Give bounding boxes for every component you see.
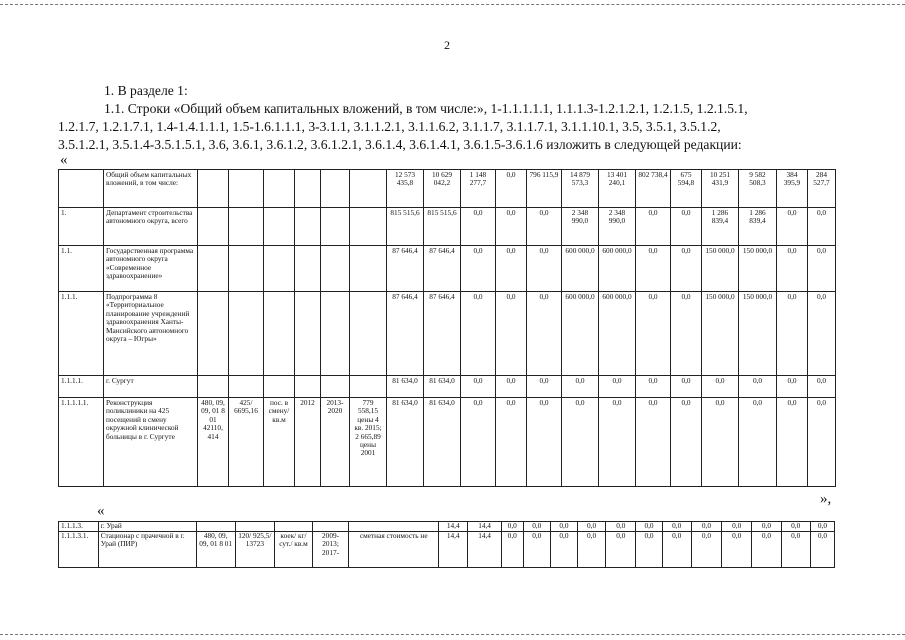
- table-cell: 815 515,6: [387, 208, 424, 246]
- table-cell: 600 000,0: [599, 292, 636, 376]
- table-cell: [264, 292, 295, 376]
- table-cell: пос. в смену/ кв.м: [264, 398, 295, 487]
- row-name-cell: Общий объем капитальных вложений, в том числе:: [104, 170, 198, 208]
- table-cell: 0,0: [562, 376, 599, 398]
- table-cell: 0,0: [781, 532, 810, 568]
- table-cell: 2 348 990,0: [599, 208, 636, 246]
- table-cell: 600 000,0: [562, 246, 599, 292]
- table-cell: 0,0: [636, 376, 671, 398]
- open-quote-1: «: [60, 152, 68, 168]
- table-cell: 0,0: [599, 398, 636, 487]
- row-name-cell: Подпрограмма 8 «Территориальное планирование учреждений здравоохранения Ханты-Мансийского автономного округа – Югры»: [104, 292, 198, 376]
- table-cell: 815 515,6: [424, 208, 461, 246]
- table-cell: 2013- 2020: [321, 398, 350, 487]
- table-cell: 2012: [295, 398, 321, 487]
- table-cell: 0,0: [636, 522, 662, 532]
- table-cell: 0,0: [496, 246, 527, 292]
- table-cell: 0,0: [808, 208, 836, 246]
- table-cell: 0,0: [461, 208, 496, 246]
- table-cell: 796 115,9: [527, 170, 562, 208]
- table-cell: [350, 376, 387, 398]
- table-cell: 0,0: [702, 398, 739, 487]
- table-cell: 9 582 508,3: [739, 170, 777, 208]
- table-cell: [350, 292, 387, 376]
- table-cell: 12 573 435,8: [387, 170, 424, 208]
- table-cell: 0,0: [550, 532, 577, 568]
- table-cell: 0,0: [496, 170, 527, 208]
- table-cell: 0,0: [461, 376, 496, 398]
- table-cell: [321, 208, 350, 246]
- table-row: [59, 170, 836, 208]
- table-cell: 0,0: [496, 398, 527, 487]
- row-name-cell: г. Сургут: [104, 376, 198, 398]
- table-cell: 0,0: [461, 246, 496, 292]
- table-cell: 0,0: [781, 522, 810, 532]
- table-cell: 81 634,0: [387, 376, 424, 398]
- page-number: 2: [444, 38, 450, 52]
- row-code-cell: 1.1.1.: [59, 292, 104, 376]
- table-cell: 0,0: [752, 522, 781, 532]
- table-row: [59, 522, 835, 532]
- table-cell: [295, 170, 321, 208]
- table-cell: [198, 170, 229, 208]
- table-cell: [350, 208, 387, 246]
- capital-investments-table: [58, 169, 836, 487]
- table-cell: [295, 376, 321, 398]
- table-cell: 0,0: [671, 208, 702, 246]
- table-cell: [264, 376, 295, 398]
- table-cell: [264, 208, 295, 246]
- table-cell: [229, 246, 264, 292]
- table-cell: [349, 522, 439, 532]
- table-cell: 150 000,0: [739, 292, 777, 376]
- table-cell: 0,0: [808, 246, 836, 292]
- row-code-cell: [59, 170, 104, 208]
- table-cell: 10 251 431,9: [702, 170, 739, 208]
- table-cell: 0,0: [671, 376, 702, 398]
- row-code-cell: 1.1.1.3.1.: [59, 532, 99, 568]
- table-cell: 0,0: [691, 532, 721, 568]
- table-cell: [198, 246, 229, 292]
- table-cell: 2 348 990,0: [562, 208, 599, 246]
- row-name-cell: г. Урай: [98, 522, 196, 532]
- table-cell: 384 395,9: [777, 170, 808, 208]
- table-cell: 120/ 925,5/ 13723: [235, 532, 275, 568]
- table-cell: 1 148 277,7: [461, 170, 496, 208]
- table-cell: 0,0: [722, 532, 752, 568]
- bottom-border-line: [0, 634, 905, 635]
- table-cell: 0,0: [501, 532, 523, 568]
- table-cell: 0,0: [691, 522, 721, 532]
- table-cell: 600 000,0: [599, 246, 636, 292]
- table-cell: [229, 292, 264, 376]
- table-cell: 0,0: [671, 246, 702, 292]
- table-cell: [229, 170, 264, 208]
- table-cell: 0,0: [662, 522, 691, 532]
- table-cell: 425/ 6695,16: [229, 398, 264, 487]
- intro-line-3: 1.2.1.7, 1.2.1.7.1, 1.4-1.4.1.1.1, 1.5-1.6.1.1.1, 3-3.1.1, 3.1.1.2.1, 3.1.1.6.2, 3.1.1.7, 3.1.1.7.1, 3.1.1.10.1, 3.5, 3.5.1, 3.5.1.2,: [58, 119, 721, 134]
- table-row: [59, 376, 836, 398]
- table-cell: 0,0: [550, 522, 577, 532]
- table-cell: 0,0: [702, 376, 739, 398]
- table-cell: 87 646,4: [424, 292, 461, 376]
- table-cell: 150 000,0: [702, 292, 739, 376]
- intro-line-4: 3.5.1.2.1, 3.5.1.4-3.5.1.5.1, 3.6, 3.6.1, 3.6.1.2, 3.6.1.2.1, 3.6.1.4, 3.6.1.4.1, 3.6.1.5-3.6.1.6 изложить в следующей редакции:: [58, 137, 742, 152]
- table-cell: 0,0: [808, 292, 836, 376]
- table-cell: 0,0: [562, 398, 599, 487]
- table-cell: 0,0: [636, 246, 671, 292]
- intro-line-2: 1.1. Строки «Общий объем капитальных вложений, в том числе:», 1-1.1.1.1.1, 1.1.1.3-1.2.1.2.1, 1.2.1.5, 1.2.1.5.1,: [104, 101, 748, 116]
- table-cell: 0,0: [777, 292, 808, 376]
- table-cell: 0,0: [810, 532, 834, 568]
- table-cell: 0,0: [461, 292, 496, 376]
- table-cell: 675 594,8: [671, 170, 702, 208]
- table-cell: [321, 170, 350, 208]
- row-code-cell: 1.1.1.1.1.: [59, 398, 104, 487]
- table-cell: 802 738,4: [636, 170, 671, 208]
- table-cell: 0,0: [722, 522, 752, 532]
- table-cell: 0,0: [777, 398, 808, 487]
- table-cell: 0,0: [752, 532, 781, 568]
- table-cell: [196, 522, 235, 532]
- capital-investments-table-2: [58, 521, 835, 568]
- table-cell: 0,0: [636, 292, 671, 376]
- table-cell: [321, 376, 350, 398]
- table-cell: 0,0: [523, 522, 550, 532]
- table-cell: 0,0: [527, 376, 562, 398]
- table-cell: [198, 376, 229, 398]
- table-cell: 0,0: [527, 208, 562, 246]
- table-cell: 0,0: [777, 246, 808, 292]
- table-cell: 0,0: [808, 376, 836, 398]
- table-cell: 0,0: [606, 522, 636, 532]
- table-cell: 0,0: [527, 292, 562, 376]
- table-cell: 0,0: [527, 398, 562, 487]
- row-code-cell: 1.1.1.1.: [59, 376, 104, 398]
- table-cell: 0,0: [777, 208, 808, 246]
- table-cell: 0,0: [671, 292, 702, 376]
- table-cell: 0,0: [501, 522, 523, 532]
- table-cell: 14,4: [468, 522, 501, 532]
- table-cell: [198, 208, 229, 246]
- table-cell: 1 286 839,4: [702, 208, 739, 246]
- row-name-cell: Стационар с прачечной в г. Урай (ПИР): [98, 532, 196, 568]
- table-cell: 480, 09, 09, 01 8 01: [196, 532, 235, 568]
- table-cell: коек/ кг/ сут./ кв.м: [275, 532, 313, 568]
- table-cell: 87 646,4: [387, 246, 424, 292]
- table-cell: [295, 292, 321, 376]
- table-row: [59, 398, 836, 487]
- table-cell: 150 000,0: [739, 246, 777, 292]
- row-code-cell: 1.1.1.3.: [59, 522, 99, 532]
- table-cell: 0,0: [599, 376, 636, 398]
- table-cell: сметная стоимость не: [349, 532, 439, 568]
- top-border-line: [0, 4, 905, 5]
- table-cell: 1 286 839,4: [739, 208, 777, 246]
- close-quote-1: »,: [820, 491, 832, 507]
- table-cell: [295, 208, 321, 246]
- table-row: [59, 208, 836, 246]
- table-cell: [312, 522, 349, 532]
- table-cell: 2009- 2013; 2017-: [312, 532, 349, 568]
- table-cell: 13 401 240,1: [599, 170, 636, 208]
- table-cell: 0,0: [496, 292, 527, 376]
- table-cell: 81 634,0: [424, 376, 461, 398]
- table-cell: 0,0: [662, 532, 691, 568]
- row-name-cell: Реконструкция поликлиники на 425 посещений в смену окружной клинической больницы в г. Сургуте: [104, 398, 198, 487]
- table-cell: [264, 170, 295, 208]
- table-row: [59, 292, 836, 376]
- table-cell: 0,0: [606, 532, 636, 568]
- table-cell: 87 646,4: [387, 292, 424, 376]
- table-cell: 150 000,0: [702, 246, 739, 292]
- table-cell: 0,0: [527, 246, 562, 292]
- table-cell: 0,0: [808, 398, 836, 487]
- table-cell: [350, 246, 387, 292]
- table-cell: 0,0: [636, 208, 671, 246]
- row-name-cell: Департамент строительства автономного округа, всего: [104, 208, 198, 246]
- table-cell: [321, 292, 350, 376]
- table-cell: [275, 522, 313, 532]
- table-cell: 600 000,0: [562, 292, 599, 376]
- table-cell: [321, 246, 350, 292]
- table-cell: 0,0: [636, 398, 671, 487]
- table-cell: 0,0: [636, 532, 662, 568]
- table-cell: [229, 376, 264, 398]
- row-code-cell: 1.: [59, 208, 104, 246]
- table-cell: 0,0: [496, 208, 527, 246]
- table-cell: 14,4: [439, 522, 468, 532]
- table-cell: 14,4: [439, 532, 468, 568]
- table-cell: 0,0: [461, 398, 496, 487]
- table-cell: 0,0: [671, 398, 702, 487]
- table-cell: [350, 170, 387, 208]
- table-cell: 0,0: [777, 376, 808, 398]
- row-name-cell: Государственная программа автономного округа «Современное здравоохранение»: [104, 246, 198, 292]
- table-cell: 0,0: [496, 376, 527, 398]
- row-code-cell: 1.1.: [59, 246, 104, 292]
- table-cell: 0,0: [523, 532, 550, 568]
- table-cell: 87 646,4: [424, 246, 461, 292]
- table-cell: 0,0: [577, 532, 605, 568]
- table-cell: 14,4: [468, 532, 501, 568]
- table-cell: 81 634,0: [424, 398, 461, 487]
- open-quote-2: «: [97, 503, 105, 519]
- table-cell: 779 558,15 цены 4 кв. 2015; 2 665,89 цены 2001: [350, 398, 387, 487]
- table-cell: [235, 522, 275, 532]
- table-cell: [295, 246, 321, 292]
- table-cell: [264, 246, 295, 292]
- table-cell: 0,0: [577, 522, 605, 532]
- table-row: [59, 246, 836, 292]
- table-cell: 0,0: [739, 376, 777, 398]
- table-cell: 284 527,7: [808, 170, 836, 208]
- table-cell: [198, 292, 229, 376]
- intro-line-1: 1. В разделе 1:: [104, 83, 188, 98]
- table-cell: 480, 09, 09, 01 8 01 42110, 414: [198, 398, 229, 487]
- table-cell: 0,0: [739, 398, 777, 487]
- table-cell: 81 634,0: [387, 398, 424, 487]
- table-cell: 14 879 573,3: [562, 170, 599, 208]
- table-cell: 10 629 042,2: [424, 170, 461, 208]
- table-cell: 0,0: [810, 522, 834, 532]
- table-row: [59, 532, 835, 568]
- table-cell: [229, 208, 264, 246]
